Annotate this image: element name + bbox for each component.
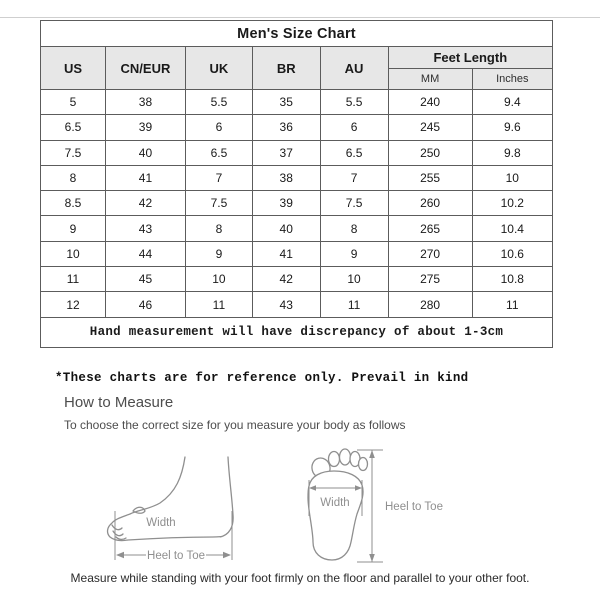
size-cell: 43: [106, 216, 186, 241]
col-header-us: US: [41, 47, 106, 90]
size-cell: 10: [472, 165, 552, 190]
col-header-cn-eur: CN/EUR: [106, 47, 186, 90]
size-cell: 43: [252, 292, 320, 317]
chart-footnote: Hand measurement will have discrepancy of about 1-3cm: [41, 317, 553, 347]
table-row: [41, 90, 553, 115]
size-cell: 265: [388, 216, 472, 241]
size-cell: 41: [252, 241, 320, 266]
top-hairline: [0, 17, 600, 18]
size-cell: 8: [185, 216, 252, 241]
size-cell: 11: [472, 292, 552, 317]
toe-crease-1: [112, 525, 122, 530]
size-cell: 42: [252, 267, 320, 292]
size-cell: 9.4: [472, 90, 552, 115]
size-cell: 7.5: [41, 140, 106, 165]
size-cell: 260: [388, 191, 472, 216]
table-row: [41, 267, 553, 292]
size-cell: 8: [320, 216, 388, 241]
size-cell: 10: [41, 241, 106, 266]
size-cell: 9.8: [472, 140, 552, 165]
size-chart-table: [40, 20, 553, 348]
size-cell: 9: [320, 241, 388, 266]
heel-to-toe-label-side: Heel to Toe: [147, 550, 205, 562]
size-cell: 270: [388, 241, 472, 266]
size-cell: 35: [252, 90, 320, 115]
side-foot-diagram: [88, 447, 278, 569]
size-cell: 9: [185, 241, 252, 266]
heel-toe-arrowhead-bottom-icon: [369, 554, 375, 562]
width-label-side: Width: [146, 517, 176, 529]
size-cell: 39: [106, 115, 186, 140]
size-cell: 38: [106, 90, 186, 115]
size-cell: 11: [320, 292, 388, 317]
size-cell: 5.5: [320, 90, 388, 115]
right-arrowhead-icon: [223, 552, 231, 558]
table-row: [41, 140, 553, 165]
size-cell: 6.5: [41, 115, 106, 140]
toe-5: [359, 458, 368, 471]
toe-3: [340, 449, 351, 465]
size-cell: 255: [388, 165, 472, 190]
size-cell: 280: [388, 292, 472, 317]
subheader-inches: Inches: [472, 69, 552, 90]
col-header-au: AU: [320, 47, 388, 90]
size-cell: 9: [41, 216, 106, 241]
size-cell: 40: [106, 140, 186, 165]
table-row: [41, 292, 553, 317]
size-cell: 10.6: [472, 241, 552, 266]
col-header-uk: UK: [185, 47, 252, 90]
size-cell: 42: [106, 191, 186, 216]
table-row: [41, 241, 553, 266]
size-cell: 10: [185, 267, 252, 292]
table-row: [41, 216, 553, 241]
table-row: [41, 115, 553, 140]
size-cell: 39: [252, 191, 320, 216]
size-cell: 10.2: [472, 191, 552, 216]
size-cell: 36: [252, 115, 320, 140]
sole-foot-diagram: [293, 438, 478, 568]
size-cell: 6.5: [185, 140, 252, 165]
table-row: [41, 191, 553, 216]
size-cell: 240: [388, 90, 472, 115]
heel-to-toe-label-sole: Heel to Toe: [385, 501, 443, 513]
size-cell: 9.6: [472, 115, 552, 140]
left-arrowhead-icon: [116, 552, 124, 558]
reference-note: *These charts are for reference only. Prevail in kind: [55, 371, 469, 385]
size-cell: 7: [320, 165, 388, 190]
size-cell: 46: [106, 292, 186, 317]
size-cell: 6: [320, 115, 388, 140]
size-cell: 8: [41, 165, 106, 190]
feet-length-header: Feet Length: [388, 47, 552, 69]
chart-title: Men's Size Chart: [41, 21, 553, 47]
subheader-mm: MM: [388, 69, 472, 90]
size-cell: 40: [252, 216, 320, 241]
size-cell: 275: [388, 267, 472, 292]
table-row: [41, 165, 553, 190]
size-cell: 6: [185, 115, 252, 140]
size-cell: 11: [41, 267, 106, 292]
size-cell: 44: [106, 241, 186, 266]
size-cell: 250: [388, 140, 472, 165]
chart-title-row: [41, 21, 553, 47]
heel-toe-arrowhead-top-icon: [369, 450, 375, 458]
sole-outline: [308, 471, 363, 560]
size-cell: 10: [320, 267, 388, 292]
col-header-br: BR: [252, 47, 320, 90]
size-cell: 45: [106, 267, 186, 292]
size-cell: 12: [41, 292, 106, 317]
how-to-measure-subtext: To choose the correct size for you measure your body as follows: [64, 418, 406, 432]
footnote-row: [41, 317, 553, 347]
size-cell: 11: [185, 292, 252, 317]
size-cell: 8.5: [41, 191, 106, 216]
size-cell: 10.4: [472, 216, 552, 241]
size-cell: 38: [252, 165, 320, 190]
size-cell: 37: [252, 140, 320, 165]
size-cell: 6.5: [320, 140, 388, 165]
measure-caption: Measure while standing with your foot firmly on the floor and parallel to your other foot.: [70, 571, 530, 585]
size-cell: 41: [106, 165, 186, 190]
size-cell: 7: [185, 165, 252, 190]
header-row: [41, 47, 553, 69]
toe-2: [329, 452, 340, 467]
size-cell: 5: [41, 90, 106, 115]
size-cell: 5.5: [185, 90, 252, 115]
size-table-body: [41, 90, 553, 318]
size-cell: 10.8: [472, 267, 552, 292]
size-cell: 245: [388, 115, 472, 140]
size-cell: 7.5: [185, 191, 252, 216]
toe-crease-3: [116, 537, 126, 539]
how-to-measure-heading: How to Measure: [64, 394, 174, 411]
size-cell: 7.5: [320, 191, 388, 216]
width-label-sole: Width: [320, 497, 350, 509]
